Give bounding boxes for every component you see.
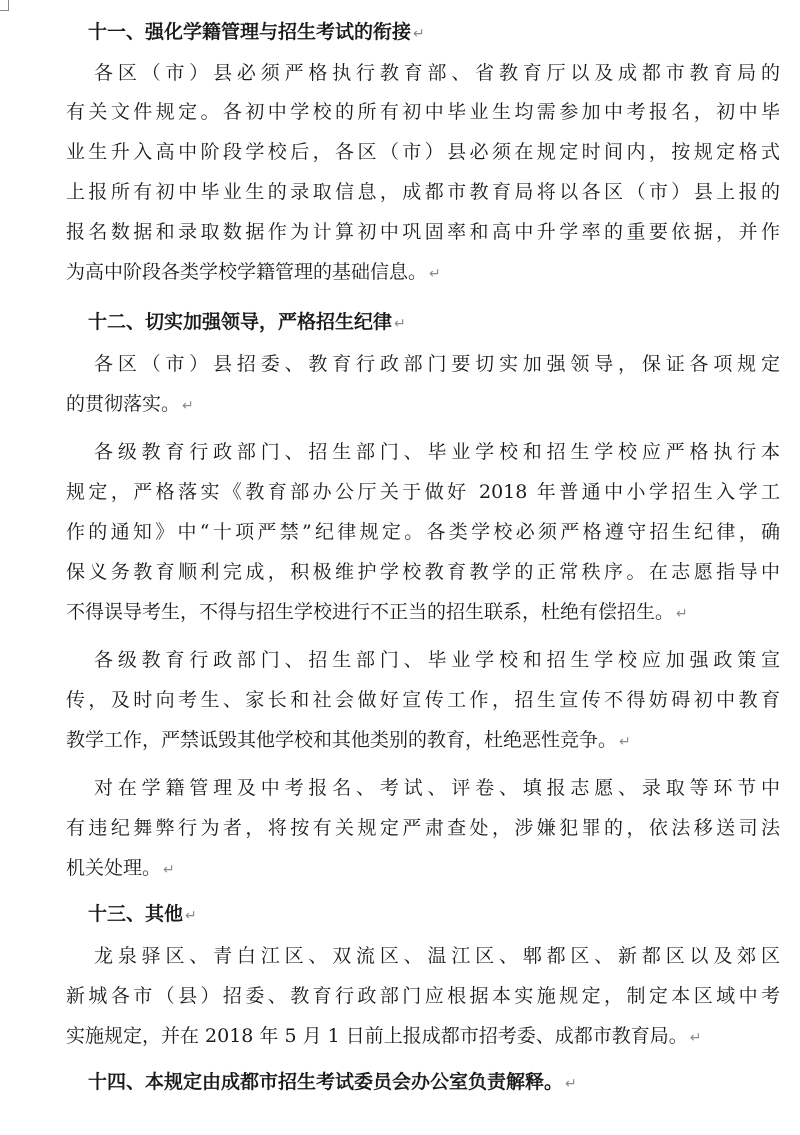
section-12-p2-line2: 规定，严格落实《教育部办公厅关于做好 2018 年普通中小学招生入学工 — [66, 481, 780, 503]
paragraph-mark-icon: ↵ — [413, 26, 425, 42]
paragraph-mark-icon: ↵ — [182, 398, 194, 414]
paragraph-mark-icon: ↵ — [394, 316, 406, 332]
section-13-p1-line2: 新城各市（县）招委、教育行政部门应根据本实施规定，制定本区域中考 — [66, 985, 780, 1007]
section-12-p2-line1: 各级教育行政部门、招生部门、毕业学校和招生学校应严格执行本 — [94, 441, 780, 463]
section-11-p1-line1: 各区（市）县必须严格执行教育部、省教育厅以及成都市教育局的 — [94, 62, 780, 84]
section-12-p1-line1: 各区（市）县招委、教育行政部门要切实加强领导，保证各项规定 — [94, 353, 780, 375]
section-12-heading: 十二、切实加强领导，严格招生纪律 ↵ — [88, 311, 406, 333]
section-13-p1-line3: 实施规定，并在 2018 年 5 月 1 日前上报成都市招考委、成都市教育局。 ↵ — [66, 1025, 702, 1047]
section-11-p1-line2: 有关文件规定。各初中学校的所有初中毕业生均需参加中考报名，初中毕 — [66, 101, 780, 123]
section-12-p3-line3: 教学工作，严禁诋毁其他学校和其他类别的教育，杜绝恶性竞争。 ↵ — [66, 729, 631, 751]
section-12-p3-line1: 各级教育行政部门、招生部门、毕业学校和招生学校应加强政策宣 — [94, 649, 780, 671]
paragraph-mark-icon: ↵ — [619, 734, 631, 750]
paragraph-mark-icon: ↵ — [429, 266, 441, 282]
paragraph-mark-icon: ↵ — [676, 606, 688, 622]
paragraph-mark-icon: ↵ — [163, 862, 175, 878]
section-12-p2-line3: 作的通知》中“十项严禁”纪律规定。各类学校必须严格遵守招生纪律，确 — [66, 521, 780, 543]
section-12-p3-line2: 传，及时向考生、家长和社会做好宣传工作，招生宣传不得妨碍初中教育 — [66, 689, 780, 711]
section-12-p2-line5: 不得误导考生，不得与招生学校进行不正当的招生联系，杜绝有偿招生。 ↵ — [66, 601, 688, 623]
section-12-p4-line3: 机关处理。 ↵ — [66, 857, 175, 879]
section-11-p1-line5: 报名数据和录取数据作为计算初中巩固率和高中升学率的重要依据，并作 — [66, 221, 780, 243]
paragraph-mark-icon: ↵ — [565, 1076, 577, 1092]
section-11-p1-line4: 上报所有初中毕业生的录取信息，成都市教育局将以各区（市）县上报的 — [66, 181, 780, 203]
section-12-p2-line4: 保义务教育顺利完成，积极维护学校教育教学的正常秩序。在志愿指导中 — [66, 561, 780, 583]
section-11-heading: 十一、强化学籍管理与招生考试的衔接 ↵ — [88, 21, 425, 43]
page-corner-mark — [0, 0, 9, 11]
section-12-p1-line2: 的贯彻落实。 ↵ — [66, 393, 194, 415]
section-12-p4-line2: 有违纪舞弊行为者，将按有关规定严肃查处，涉嫌犯罪的，依法移送司法 — [66, 817, 780, 839]
section-14-heading: 十四、本规定由成都市招生考试委员会办公室负责解释。 ↵ — [88, 1071, 577, 1093]
section-11-p1-line6: 为高中阶段各类学校学籍管理的基础信息。 ↵ — [66, 261, 441, 283]
paragraph-mark-icon: ↵ — [185, 908, 197, 924]
paragraph-mark-icon: ↵ — [689, 1030, 702, 1046]
section-13-heading: 十三、其他 ↵ — [88, 903, 197, 925]
section-12-p4-line1: 对在学籍管理及中考报名、考试、评卷、填报志愿、录取等环节中 — [94, 777, 780, 799]
section-13-p1-line1: 龙泉驿区、青白江区、双流区、温江区、郫都区、新都区以及郊区 — [94, 945, 780, 967]
section-11-p1-line3: 业生升入高中阶段学校后，各区（市）县必须在规定时间内，按规定格式 — [66, 141, 780, 163]
